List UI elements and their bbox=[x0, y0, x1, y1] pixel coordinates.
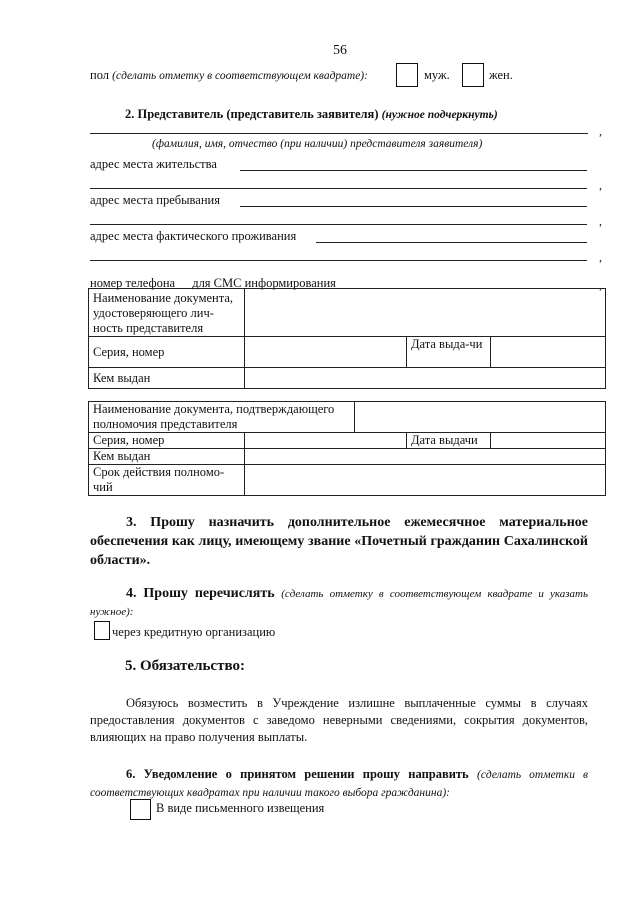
stay-label: адрес места пребывания bbox=[90, 193, 220, 207]
auth-issued-by-label: Кем выдан bbox=[89, 449, 245, 465]
written-notice-label: В виде письменного извещения bbox=[156, 801, 325, 815]
actual-address-line[interactable] bbox=[316, 242, 587, 243]
auth-validity-input[interactable] bbox=[245, 465, 606, 496]
residence-label: адрес места жительства bbox=[90, 157, 217, 171]
section-4-hint: (сделать отметку в соответствующем квадрате и указать нужное): bbox=[90, 588, 589, 618]
section-5-title: 5. Обязательство: bbox=[125, 658, 245, 674]
credit-org-checkbox[interactable] bbox=[94, 621, 110, 640]
comma-2: , bbox=[599, 178, 602, 192]
page-number: 56 bbox=[333, 43, 347, 58]
id-series-label: Серия, номер bbox=[89, 337, 245, 368]
id-series-input[interactable] bbox=[245, 337, 407, 368]
representative-name-line[interactable] bbox=[90, 133, 588, 134]
section-4-heading bbox=[90, 585, 588, 621]
section-6-hint: (сделать отметки в соответствующих квадратах при наличии такого выбора гражданина): bbox=[90, 769, 589, 799]
auth-series-label: Серия, номер bbox=[89, 433, 245, 449]
residence-line[interactable] bbox=[240, 170, 587, 171]
auth-validity-label: Срок действия полномо-чий bbox=[89, 465, 245, 496]
section-5-text: Обязуюсь возместить в Учреждение излишне выплаченные суммы в случаях предоставления документов с заведомо неверными сведениями, сокрытия документов, влияющих на право получения выплаты. bbox=[90, 696, 588, 744]
section-6-title: 6. Уведомление о принятом решении прошу направить bbox=[126, 767, 469, 781]
name-caption: (фамилия, имя, отчество (при наличии) представителя заявителя) bbox=[152, 138, 483, 150]
male-checkbox[interactable] bbox=[396, 63, 418, 87]
actual-address-line-2[interactable] bbox=[90, 260, 587, 261]
comma-1: , bbox=[599, 124, 602, 138]
representative-id-table bbox=[88, 288, 606, 389]
auth-series-input[interactable] bbox=[245, 433, 407, 449]
gender-row bbox=[90, 68, 368, 83]
sms-label: для СМС информирования bbox=[192, 276, 336, 290]
id-doc-name-input[interactable] bbox=[245, 289, 606, 337]
authority-doc-table bbox=[88, 401, 606, 496]
female-checkbox[interactable] bbox=[462, 63, 484, 87]
auth-doc-name-label: Наименование документа, подтверждающего полномочия представителя bbox=[89, 402, 355, 433]
id-issued-by-label: Кем выдан bbox=[89, 368, 245, 389]
stay-line-2[interactable] bbox=[90, 224, 587, 225]
comma-4: , bbox=[599, 250, 602, 264]
id-issue-date-input[interactable] bbox=[491, 337, 606, 368]
id-doc-name-label: Наименование документа, удостоверяющего лич-ность представителя bbox=[89, 289, 245, 337]
auth-issue-date-label: Дата выдачи bbox=[407, 433, 491, 449]
comma-3: , bbox=[599, 214, 602, 228]
comma-5: , bbox=[599, 278, 602, 292]
stay-line[interactable] bbox=[240, 206, 587, 207]
auth-doc-name-input[interactable] bbox=[355, 402, 606, 433]
section-2-title: 2. Представитель (представитель заявителя) bbox=[125, 107, 379, 121]
phone-label: номер телефона bbox=[90, 276, 176, 290]
written-notice-checkbox[interactable] bbox=[130, 799, 151, 820]
id-issue-date-label: Дата выда-чи bbox=[407, 337, 491, 368]
male-label: муж. bbox=[424, 68, 450, 82]
gender-label: пол bbox=[90, 68, 110, 82]
auth-issue-date-input[interactable] bbox=[491, 433, 606, 449]
section-2-heading bbox=[125, 107, 498, 122]
gender-hint: (сделать отметку в соответствующем квадрате): bbox=[112, 70, 368, 82]
section-3-text: 3. Прошу назначить дополнительное ежемесячное материальное обеспечения как лицу, имеющему звание «Почетный гражданин Сахалинской области». bbox=[90, 515, 588, 568]
id-issued-by-input[interactable] bbox=[245, 368, 606, 389]
credit-org-label: через кредитную организацию bbox=[112, 625, 276, 639]
female-label: жен. bbox=[489, 68, 513, 82]
section-6-heading bbox=[90, 766, 588, 802]
auth-issued-by-input[interactable] bbox=[245, 449, 606, 465]
residence-line-2[interactable] bbox=[90, 188, 587, 189]
section-2-hint: (нужное подчеркнуть) bbox=[381, 109, 498, 121]
section-4-title: 4. Прошу перечислять bbox=[126, 586, 275, 601]
actual-address-label: адрес места фактического проживания bbox=[90, 229, 297, 243]
